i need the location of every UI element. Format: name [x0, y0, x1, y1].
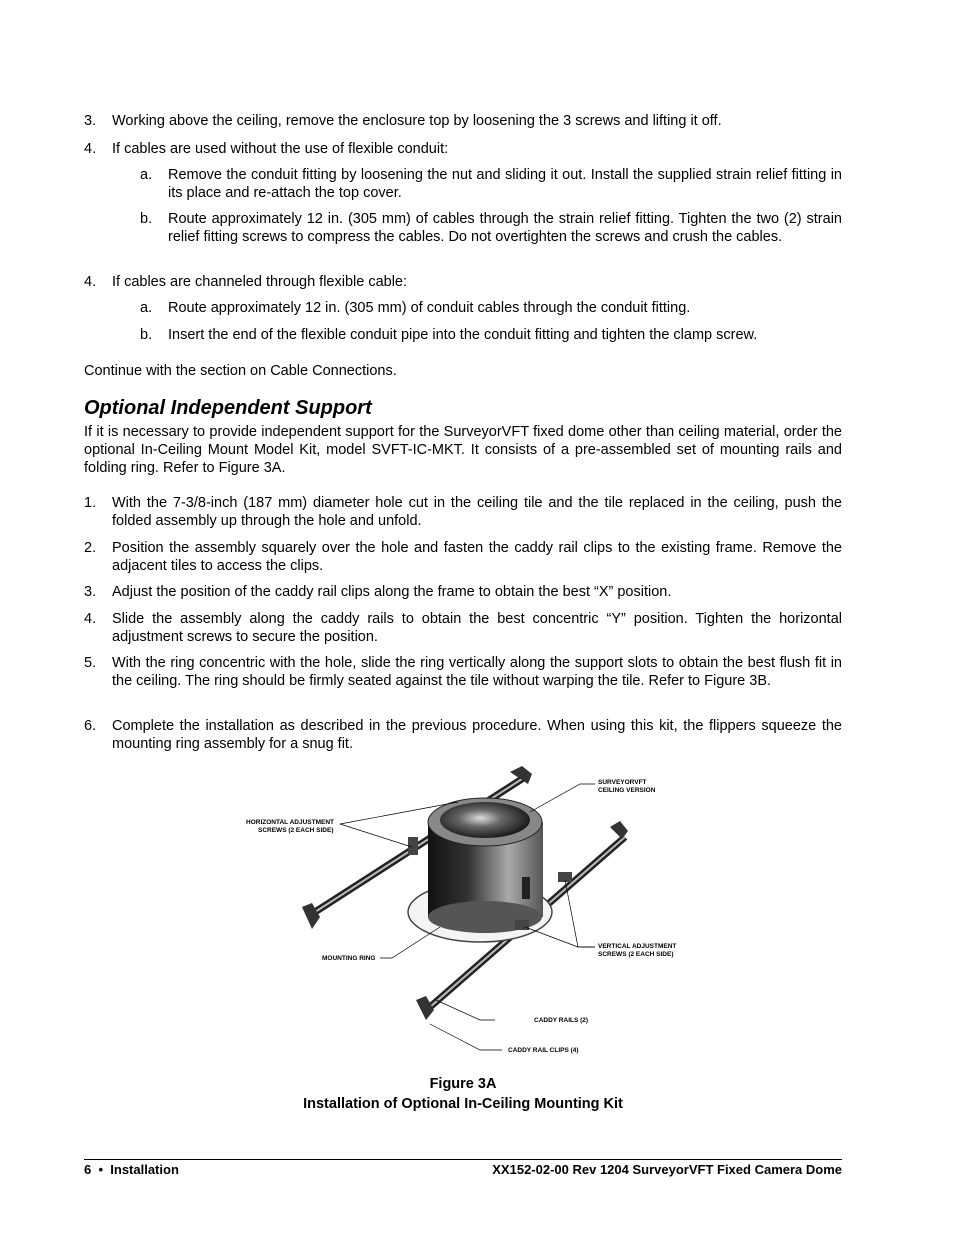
step-text: With the 7-3/8-inch (187 mm) diameter hole cut in the ceiling tile and the tile replaced in the ceiling, push the folded assembly up through the hole and unfold. — [112, 495, 842, 529]
label-vertical-1: VERTICAL ADJUSTMENT — [598, 943, 677, 950]
step-text: If cables are used without the use of flexible conduit: — [112, 141, 449, 157]
substep-letter: b. — [140, 327, 153, 343]
step-text: Working above the ceiling, remove the enclosure top by loosening the 3 screws and lifting it off. — [112, 113, 722, 129]
step-number: 3. — [84, 113, 97, 129]
step-number: 4. — [84, 274, 97, 290]
step-number: 4. — [84, 611, 97, 627]
footer-section: Installation — [110, 1162, 179, 1177]
step-number: 5. — [84, 655, 97, 671]
label-surveyor-1: SURVEYORVFT — [598, 779, 647, 786]
step-text: If cables are channeled through flexible cable: — [112, 274, 408, 290]
step-number: 1. — [84, 495, 97, 511]
label-horizontal-2: SCREWS (2 EACH SIDE) — [258, 827, 334, 834]
step-text: Adjust the position of the caddy rail clips along the frame to obtain the best “X” position. — [112, 584, 672, 600]
page-number: 6 — [84, 1162, 92, 1177]
substep-letter: a. — [140, 167, 153, 183]
step-number: 2. — [84, 540, 97, 556]
step-text: Position the assembly squarely over the hole and fasten the caddy rail clips to the existing frame. Remove the adjacent tiles to access the clips. — [112, 540, 842, 574]
substep-letter: b. — [140, 211, 153, 227]
label-surveyor-2: CEILING VERSION — [598, 787, 656, 794]
label-caddy-clips: CADDY RAIL CLIPS (4) — [508, 1047, 579, 1054]
figure-number: Figure 3A — [429, 1076, 497, 1092]
substep-letter: a. — [140, 300, 153, 316]
mounting-kit-figure — [240, 762, 685, 1062]
label-horizontal-1: HORIZONTAL ADJUSTMENT — [246, 819, 334, 826]
footer-bullet: • — [98, 1162, 104, 1177]
step-number: 4. — [84, 141, 97, 157]
label-caddy-rails: CADDY RAILS (2) — [534, 1017, 589, 1024]
label-mounting-ring: MOUNTING RING — [322, 955, 376, 962]
step-number: 6. — [84, 718, 97, 734]
footer-left — [84, 1162, 179, 1177]
step-text: Slide the assembly along the caddy rails to obtain the best concentric “Y” position. Tighten the horizontal adjustment screws to secure the position. — [112, 611, 842, 645]
footer-doc-title: XX152-02-00 Rev 1204 SurveyorVFT Fixed Camera Dome — [492, 1162, 842, 1177]
section-intro: If it is necessary to provide independent support for the SurveyorVFT fixed dome other than ceiling material, order the optional In-Ceiling Mount Model Kit, model SVFT-IC-MKT. It consists of a pre-assembled set of mounting rails and folding ring. Refer to Figure 3A. — [84, 424, 842, 476]
footer-rule — [84, 1159, 842, 1160]
vertical-clip — [515, 920, 529, 930]
figure-title: Installation of Optional In-Ceiling Mounting Kit — [303, 1096, 623, 1112]
section-heading: Optional Independent Support — [84, 397, 372, 419]
step-text: Complete the installation as described in the previous procedure. When using this kit, the flippers squeeze the mounting ring assembly for a snug fit. — [112, 718, 842, 752]
substep-text: Insert the end of the flexible conduit pipe into the conduit fitting and tighten the clamp screw. — [168, 327, 758, 343]
substep-text: Remove the conduit fitting by loosening the nut and sliding it out. Install the supplied strain relief fitting in its place and re-attach the top cover. — [168, 167, 842, 201]
step-number: 3. — [84, 584, 97, 600]
step-text: With the ring concentric with the hole, slide the ring vertically along the support slots to obtain the best flush fit in the ceiling. The ring should be firmly seated against the tile without warping the tile. Refer to Figure 3B. — [112, 655, 842, 689]
continue-text: Continue with the section on Cable Connections. — [84, 363, 397, 379]
substep-text: Route approximately 12 in. (305 mm) of cables through the strain relief fitting. Tighten the two (2) strain relief fitting screws to compress the cables. Do not overtighten the screws and crush the cables. — [168, 211, 842, 245]
surveyor-dome-body — [428, 798, 543, 933]
label-vertical-2: SCREWS (2 EACH SIDE) — [598, 951, 674, 958]
substep-text: Route approximately 12 in. (305 mm) of conduit cables through the conduit fitting. — [168, 300, 691, 316]
